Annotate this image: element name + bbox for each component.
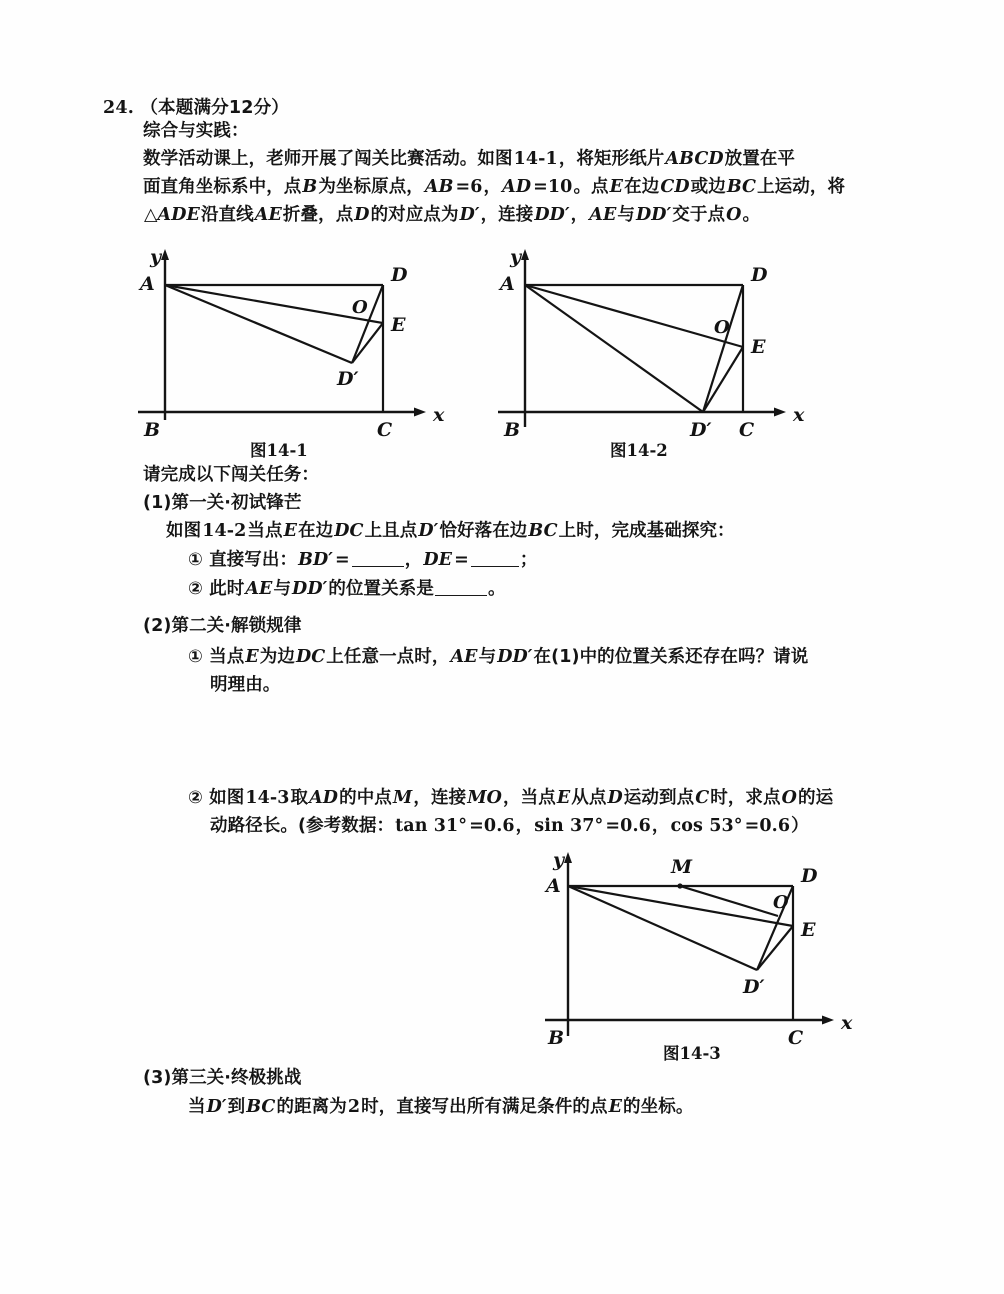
label-x-axis: x xyxy=(433,404,445,426)
stem-line-1: 数学活动课上，老师开展了闯关比赛活动。如图14-1，将矩形纸片ABCD放置在平 xyxy=(143,149,796,169)
segment-AE xyxy=(525,285,743,347)
label-B: B xyxy=(504,419,521,441)
task-1-item-1: ① 直接写出：BD′ = ，DE = ； xyxy=(188,550,538,570)
task-2-item-1-line-1: ① 当点E为边DC上任意一点时，AE与DD′在(1)中的位置关系还存在吗？请说 xyxy=(188,647,809,667)
label-C: C xyxy=(377,419,393,441)
question-number-line xyxy=(103,94,289,119)
label-x-axis: x xyxy=(841,1012,853,1034)
label-D-prime: D′ xyxy=(337,368,359,390)
figure-14-3-svg xyxy=(540,848,880,1048)
figure-14-1-svg xyxy=(130,245,460,445)
task-2-item-2-line-2: 动路径长。(参考数据：tan 31° =0.6，sin 37° =0.6，cos 53° =0.6） xyxy=(210,816,809,836)
label-y-axis: y xyxy=(510,246,522,268)
stem-line-2: 面直角坐标系中，点B为坐标原点，AB =6，AD =10。点E在边CD或边BC上运动，将 xyxy=(143,177,846,197)
label-A: A xyxy=(546,875,561,897)
label-y-axis: y xyxy=(553,849,565,871)
figure-14-2-svg xyxy=(490,245,820,445)
task-3-line: 当D′到BC的距离为2时，直接写出所有满足条件的点E的坐标。 xyxy=(188,1097,694,1117)
label-A: A xyxy=(140,273,155,295)
segment-AD-prime xyxy=(568,886,757,970)
task-1-title: (1)第一关·初试锋芒 xyxy=(143,493,302,513)
label-M: M xyxy=(671,856,693,878)
segment-AD-prime xyxy=(525,285,703,412)
task-1-intro: 如图14-2当点E在边DC上且点D′恰好落在边BC上时，完成基础探究： xyxy=(166,521,735,541)
label-y-axis: y xyxy=(150,246,162,268)
segment-AD-prime xyxy=(165,285,352,363)
y-axis-arrow xyxy=(161,249,169,260)
figure-14-3 xyxy=(540,848,880,1048)
segment-D-prime-E xyxy=(757,926,793,970)
task-2-title: (2)第二关·解锁规律 xyxy=(143,616,302,636)
answer-blank-DE[interactable] xyxy=(471,566,519,567)
label-D: D xyxy=(801,865,818,887)
x-axis-arrow xyxy=(822,1016,834,1025)
label-O: O xyxy=(773,892,789,913)
task-2-item-1-line-2: 明理由。 xyxy=(210,675,281,695)
segment-D-prime-E xyxy=(703,347,743,412)
question-subtitle: 综合与实践： xyxy=(143,121,249,141)
x-axis-arrow xyxy=(774,408,786,417)
segment-DD-prime xyxy=(703,285,743,412)
label-E: E xyxy=(801,919,816,941)
answer-blank-relation[interactable] xyxy=(435,595,487,596)
label-D-prime: D′ xyxy=(690,419,712,441)
label-O: O xyxy=(352,297,368,318)
x-axis-arrow xyxy=(414,408,426,417)
point-M-marker xyxy=(677,883,682,888)
y-axis-arrow xyxy=(521,249,529,260)
tasks-prompt: 请完成以下闯关任务： xyxy=(143,465,319,485)
label-C: C xyxy=(788,1027,804,1049)
label-D: D xyxy=(391,264,408,286)
stem-line-3: △ADE沿直线AE折叠，点D的对应点为D′，连接DD′，AE与DD′交于点O。 xyxy=(144,205,761,225)
task-1-item-2: ② 此时AE与DD′的位置关系是 。 xyxy=(188,579,506,599)
label-B: B xyxy=(548,1027,565,1049)
segment-AE xyxy=(165,285,383,323)
answer-blank-BD-prime[interactable] xyxy=(352,566,404,567)
figure-14-2 xyxy=(490,245,820,445)
figure-14-3-caption: 图14-3 xyxy=(663,1044,721,1063)
label-A: A xyxy=(500,273,515,295)
label-D: D xyxy=(751,264,768,286)
y-axis-arrow xyxy=(564,852,572,863)
figure-14-1-caption: 图14-1 xyxy=(250,441,308,460)
label-C: C xyxy=(739,419,755,441)
question-number: 24. xyxy=(103,98,135,118)
label-E: E xyxy=(391,314,406,336)
label-x-axis: x xyxy=(793,404,805,426)
question-header: （本题满分12分） xyxy=(140,98,289,118)
segment-AE xyxy=(568,886,793,926)
label-D-prime: D′ xyxy=(743,976,765,998)
label-B: B xyxy=(144,419,161,441)
label-E: E xyxy=(751,336,766,358)
figure-14-1 xyxy=(130,245,460,445)
segment-MO xyxy=(680,886,778,916)
task-3-title: (3)第三关·终极挑战 xyxy=(143,1068,302,1088)
segment-D-prime-E xyxy=(352,323,383,363)
task-2-item-2-line-1: ② 如图14-3取AD的中点M，连接MO，当点E从点D运动到点C时，求点O的运 xyxy=(188,788,834,808)
figure-14-2-caption: 图14-2 xyxy=(610,441,668,460)
label-O: O xyxy=(714,317,730,338)
